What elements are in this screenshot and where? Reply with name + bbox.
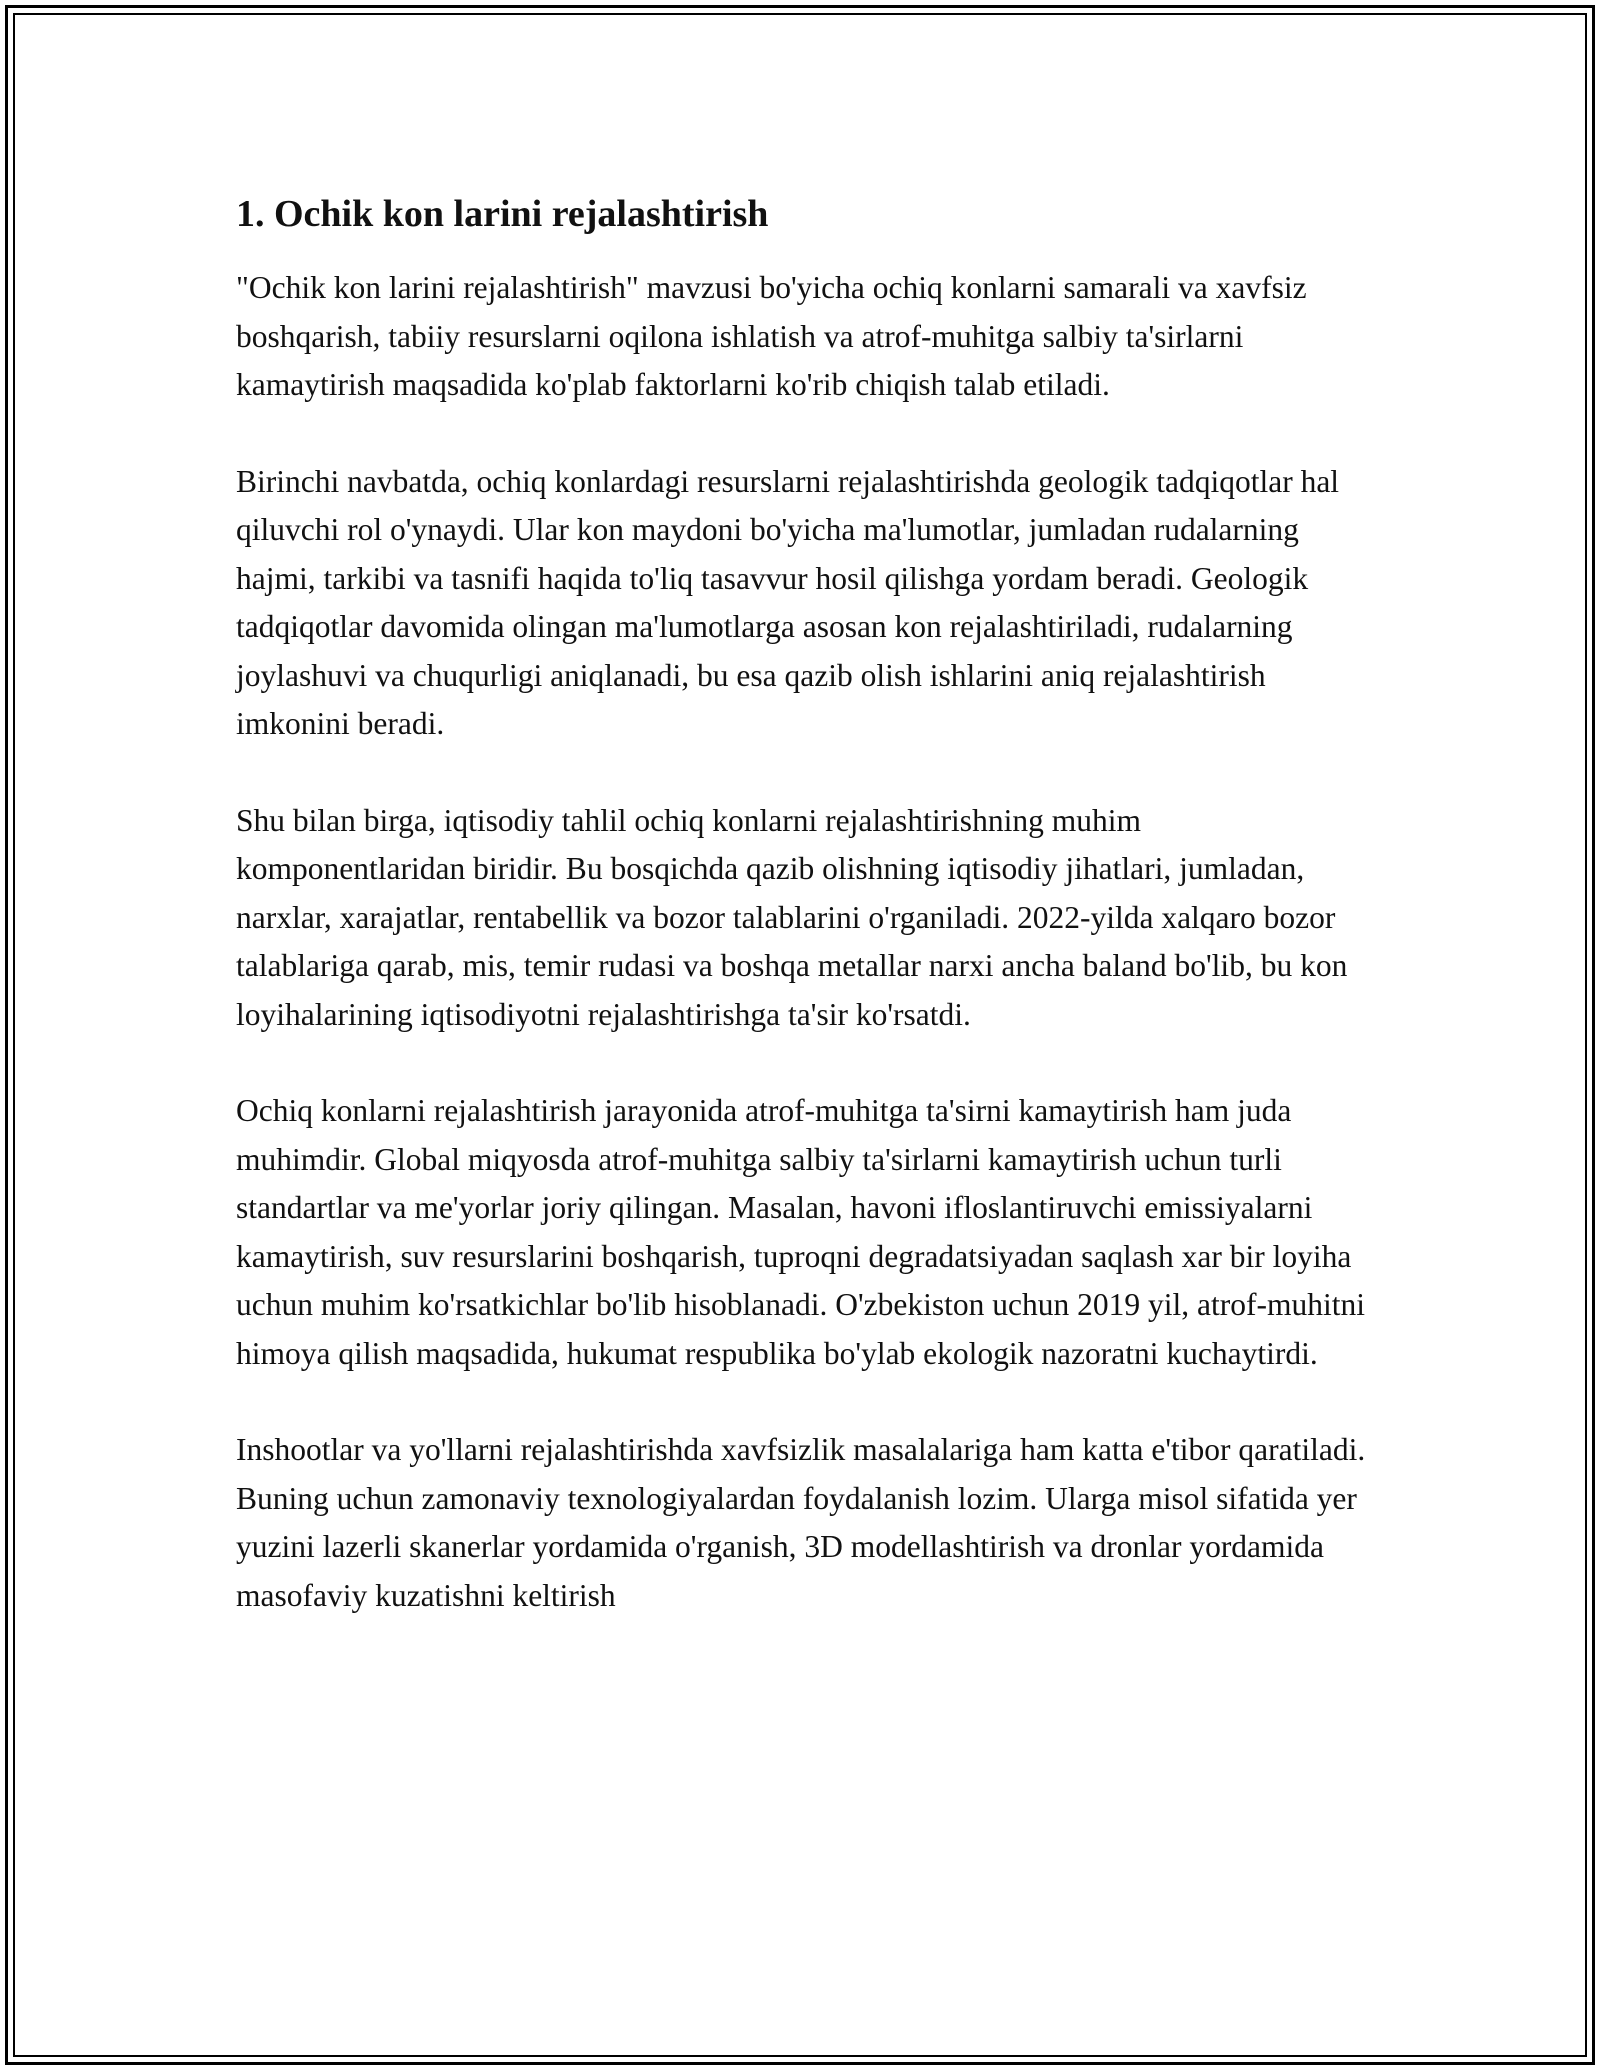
document-body	[236, 184, 1376, 1668]
paragraph-environment: Ochiq konlarni rejalashtirish jarayonida atrof-muhitga ta'sirni kamaytirish ham juda muhimdir. Global miqyosda atrof-muhitga salbiy ta'sirlarni kamaytirish uchun turli standartlar va me'yorlar joriy qilingan. Masalan, havoni ifloslantiruvchi emissiyalarni kamaytirish, suv resurslarini boshqarish, tuproqni degradatsiyadan saqlash xar bir loyiha uchun muhim ko'rsatkichlar bo'lib hisoblanadi. O'zbekiston uchun 2019 yil, atrof-muhitni himoya qilish maqsadida, hukumat respublika bo'ylab ekologik nazoratni kuchaytirdi.	[236, 1093, 1365, 1371]
paragraph-intro: "Ochik kon larini rejalashtirish" mavzusi bo'yicha ochiq konlarni samarali va xavfsiz boshqarish, tabiiy resurslarni oqilona ishlatish va atrof-muhitga salbiy ta'sirlarni kamaytirish maqsadida ko'plab faktorlarni ko'rib chiqish talab etiladi.	[236, 270, 1307, 402]
paragraph-economics: Shu bilan birga, iqtisodiy tahlil ochiq konlarni rejalashtirishning muhim komponentlaridan biridir. Bu bosqichda qazib olishning iqtisodiy jihatlari, jumladan, narxlar, xarajatlar, rentabellik va bozor talablarini o'rganiladi. 2022-yilda xalqaro bozor talablariga qarab, mis, temir rudasi va boshqa metallar narxi ancha baland bo'lib, bu kon loyihalarining iqtisodiyotni rejalashtirishga ta'sir ko'rsatdi.	[236, 802, 1348, 1032]
paragraph-safety: Inshootlar va yo'llarni rejalashtirishda xavfsizlik masalalariga ham katta e'tibor qaratiladi. Buning uchun zamonaviy texnologiyalardan foydalanish lozim. Ularga misol sifatida yer yuzini lazerli skanerlar yordamida o'rganish, 3D modellashtirish va dronlar yordamida masofaviy kuzatishni keltirish	[236, 1432, 1366, 1613]
paragraph-geology: Birinchi navbatda, ochiq konlardagi resurslarni rejalashtirishda geologik tadqiqotlar hal qiluvchi rol o'ynaydi. Ular kon maydoni bo'yicha ma'lumotlar, jumladan rudalarning hajmi, tarkibi va tasnifi haqida to'liq tasavvur hosil qilishga yordam beradi. Geologik tadqiqotlar davomida olingan ma'lumotlarga asosan kon rejalashtiriladi, rudalarning joylashuvi va chuqurligi aniqlanadi, bu esa qazib olish ishlarini aniq rejalashtirish imkonini beradi.	[236, 463, 1340, 741]
section-heading: 1. Ochik kon larini rejalashtirish	[236, 193, 769, 235]
